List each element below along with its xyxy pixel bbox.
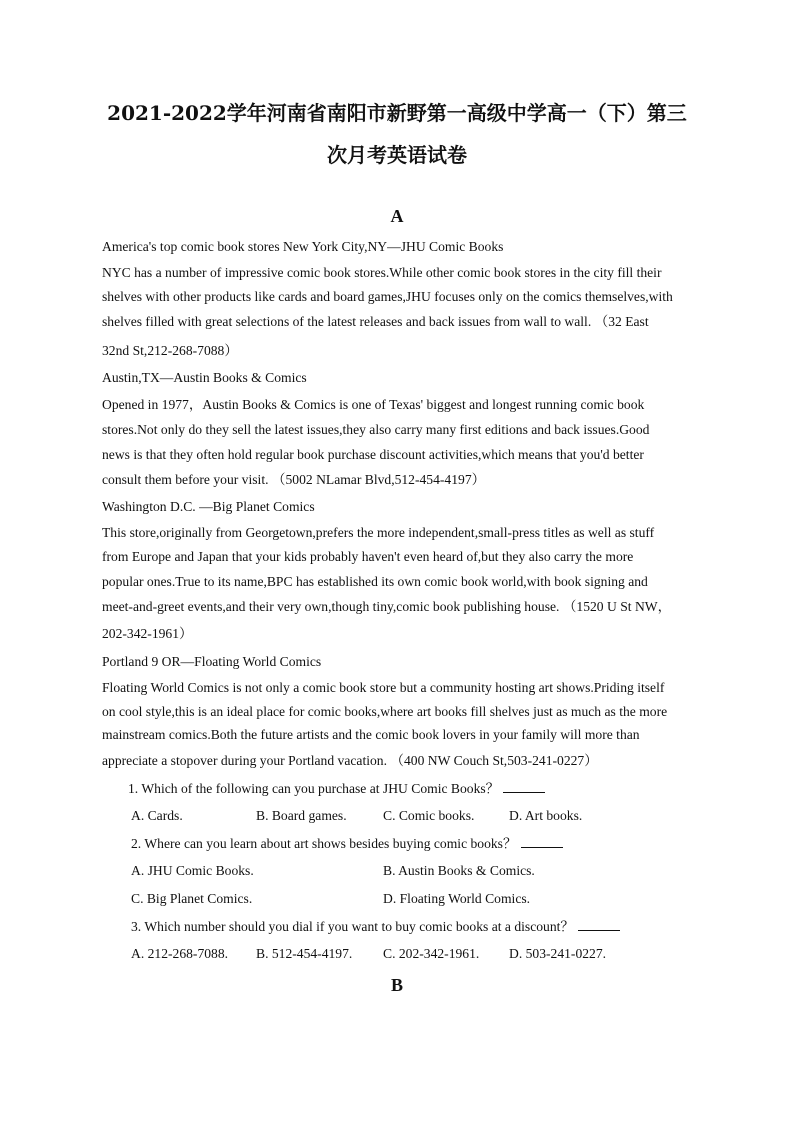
section-heading-a: A	[390, 206, 404, 226]
option-1c: C. Comic books.	[383, 808, 475, 823]
question-2-stem	[131, 835, 563, 853]
passage-line: NYC has a number of impressive comic book stores.While other comic book stores in the city fill their	[102, 265, 662, 280]
passage-line: consult them before your visit. （5002 NLamar Blvd,512-454-4197）	[102, 472, 486, 487]
passage-line: mainstream comics.Both the future artists and the comic book lovers in your family will more than	[102, 727, 640, 742]
option-3c: C. 202-342-1961.	[383, 946, 480, 961]
option-3b: B. 512-454-4197.	[256, 946, 353, 961]
passage-line: popular ones.True to its name,BPC has established its own comic book world,with book signing and	[102, 574, 648, 589]
passage-line: This store,originally from Georgetown,prefers the more independent,small-press titles as well as stuff	[102, 525, 655, 540]
answer-blank	[521, 835, 563, 848]
question-1-text: 1. Which of the following can you purchase at JHU Comic Books？	[128, 781, 500, 796]
option-1b: B. Board games.	[256, 808, 347, 823]
option-2b: B. Austin Books & Comics.	[383, 863, 535, 878]
answer-blank	[503, 780, 545, 793]
store-heading-floating-world: Portland 9 OR—Floating World Comics	[102, 654, 322, 669]
option-2d: D. Floating World Comics.	[383, 891, 531, 906]
passage-line: meet-and-greet events,and their very own,though tiny,comic book publishing house. （1520 U St NW，	[102, 599, 672, 614]
option-2a: A. JHU Comic Books.	[131, 863, 254, 878]
option-1a: A. Cards.	[131, 808, 183, 823]
question-1-stem	[128, 780, 545, 798]
question-3-text: 3. Which number should you dial if you want to buy comic books at a discount？	[131, 919, 574, 934]
passage-line: from Europe and Japan that your kids probably haven't even heard of,but they also carry the more	[102, 549, 634, 564]
store-heading-big-planet: Washington D.C. —Big Planet Comics	[102, 499, 315, 514]
passage-line: 202-342-1961）	[102, 626, 193, 641]
option-3d: D. 503-241-0227.	[509, 946, 607, 961]
store-heading-austin: Austin,TX—Austin Books & Comics	[102, 370, 307, 385]
passage-line: Floating World Comics is not only a comic book store but a community hosting art shows.Priding itself	[102, 680, 665, 695]
passage-line: appreciate a stopover during your Portland vacation. （400 NW Couch St,503-241-0227）	[102, 753, 598, 768]
passage-line: shelves filled with great selections of the latest releases and back issues from wall to wall. （32 East	[102, 314, 649, 329]
question-3-stem	[131, 918, 620, 936]
option-1d: D. Art books.	[509, 808, 583, 823]
answer-blank	[578, 918, 620, 931]
page-title-line-2: 次月考英语试卷	[327, 143, 467, 167]
option-3a: A. 212-268-7088.	[131, 946, 229, 961]
question-2-text: 2. Where can you learn about art shows besides buying comic books？	[131, 836, 517, 851]
passage-line: America's top comic book stores New York City,NY—JHU Comic Books	[102, 239, 504, 254]
passage-line: Opened in 1977，Austin Books & Comics is one of Texas' biggest and longest running comic book	[102, 397, 645, 412]
passage-line: stores.Not only do they sell the latest issues,they also carry many first editions and back issues.Good	[102, 422, 650, 437]
option-2c: C. Big Planet Comics.	[131, 891, 253, 906]
passage-line: shelves with other products like cards and board games,JHU focuses only on the comics themselves,with	[102, 289, 673, 304]
page-title-line-1: 2021-2022学年河南省南阳市新野第一高级中学高一（下）第三	[107, 101, 687, 125]
passage-line: news is that they often hold regular book purchase discount activities,which means that you'd better	[102, 447, 644, 462]
passage-line: 32nd St,212-268-7088）	[102, 343, 238, 358]
section-heading-b: B	[390, 975, 403, 995]
passage-line: on cool style,this is an ideal place for comic books,where art books fill shelves just as much as the more	[102, 704, 668, 719]
